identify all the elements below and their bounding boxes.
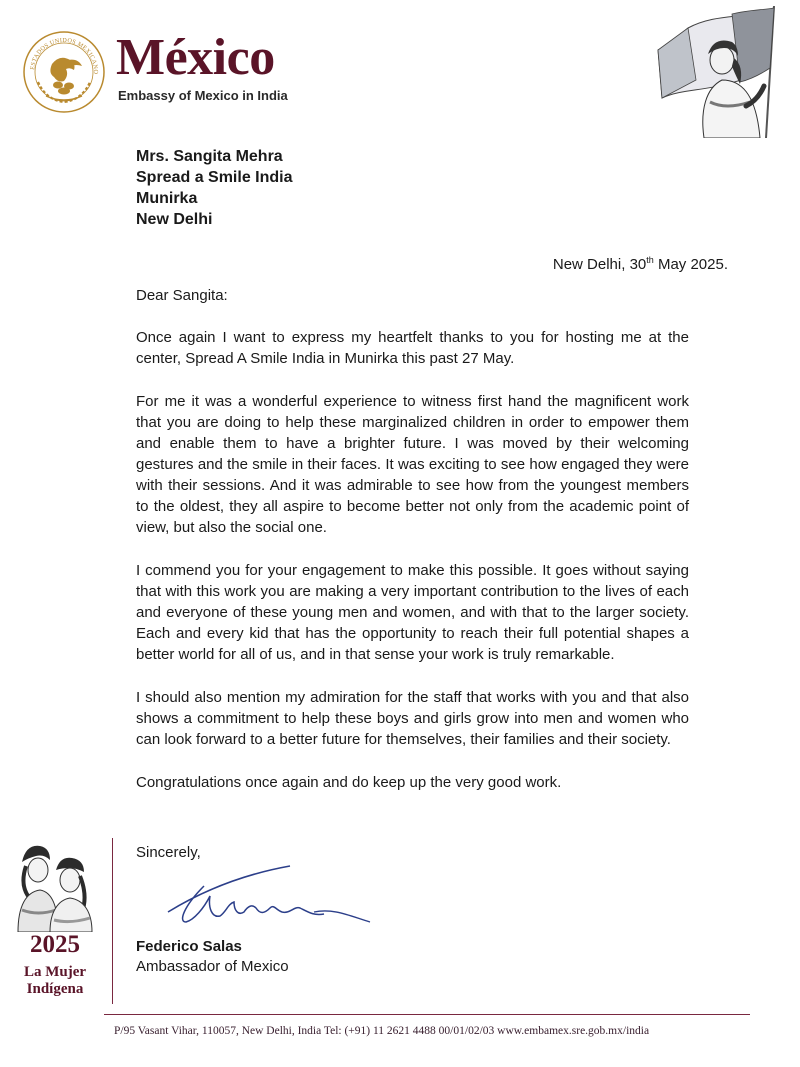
signer-name: Federico Salas: [136, 938, 242, 955]
recipient-line: Mrs. Sangita Mehra: [136, 148, 283, 165]
footer-divider: [104, 1014, 750, 1015]
campaign-tagline-line2: Indígena: [26, 981, 84, 997]
date-suffix: May 2025.: [653, 256, 728, 273]
brand-subtitle: Embassy of Mexico in India: [118, 88, 288, 103]
mexican-coat-of-arms-icon: [22, 30, 106, 114]
body-paragraph: I should also mention my admiration for the staff that works with you and that also shows a commitment to help these boys and girls grow into men and women who can look forward to a better future for themselves, their families and their society.: [136, 689, 689, 748]
closing: Sincerely,: [136, 844, 201, 861]
handwritten-signature: [164, 856, 374, 936]
recipient-line: Spread a Smile India: [136, 169, 293, 186]
woman-with-flag-illustration: [648, 6, 788, 138]
indigenous-women-illustration: [14, 840, 94, 932]
letter-date: [553, 256, 728, 274]
footer-contact: P/95 Vasant Vihar, 110057, New Delhi, India Tel: (+91) 11 2621 4488 00/01/02/03 www.embamex.sre.gob.mx/india: [114, 1025, 650, 1037]
recipient-line: Munirka: [136, 190, 198, 207]
letter-body: [136, 327, 689, 815]
salutation: Dear Sangita:: [136, 287, 228, 304]
body-paragraph: For me it was a wonderful experience to witness first hand the magnificent work that you are doing to help these marginalized children in order to empower them and enable them to have a brighter future. I was moved by their welcoming gestures and the smile in their faces. It was exciting to see how engaged they were with their sessions. And it was admirable to see how from the youngest members to the oldest, they all aspire to become better not only from the academic point of view, but also the social one.: [136, 393, 689, 536]
date-ordinal: th: [646, 255, 654, 265]
body-paragraph: I commend you for your engagement to make this possible. It goes without saying that with this work you are making a very important contribution to the lives of each and everyone of these young men and women, and with that to the larger society. Each and every kid that has the opportunity to reach their full potential shapes a better world for all of us, and in that sense your work is truly remarkable.: [136, 562, 689, 663]
campaign-year: 2025: [30, 931, 80, 958]
recipient-address: [136, 146, 293, 230]
brand-name: México: [116, 29, 275, 86]
campaign-tagline-line1: La Mujer: [23, 964, 87, 980]
recipient-line: New Delhi: [136, 211, 213, 228]
date-prefix: New Delhi, 30: [552, 256, 647, 273]
signer-title: Ambassador of Mexico: [136, 958, 289, 975]
sidebar-divider: [112, 838, 113, 1004]
svg-text:ESTADOS UNIDOS MEXICANOS: ESTADOS UNIDOS MEXICANO: [29, 36, 100, 75]
body-paragraph: Congratulations once again and do keep up the very good work.: [136, 774, 562, 791]
body-paragraph: Once again I want to express my heartfelt thanks to you for hosting me at the center, Spread A Smile India in Munirka this past 27 May.: [136, 329, 689, 367]
campaign-tagline: [0, 964, 110, 998]
